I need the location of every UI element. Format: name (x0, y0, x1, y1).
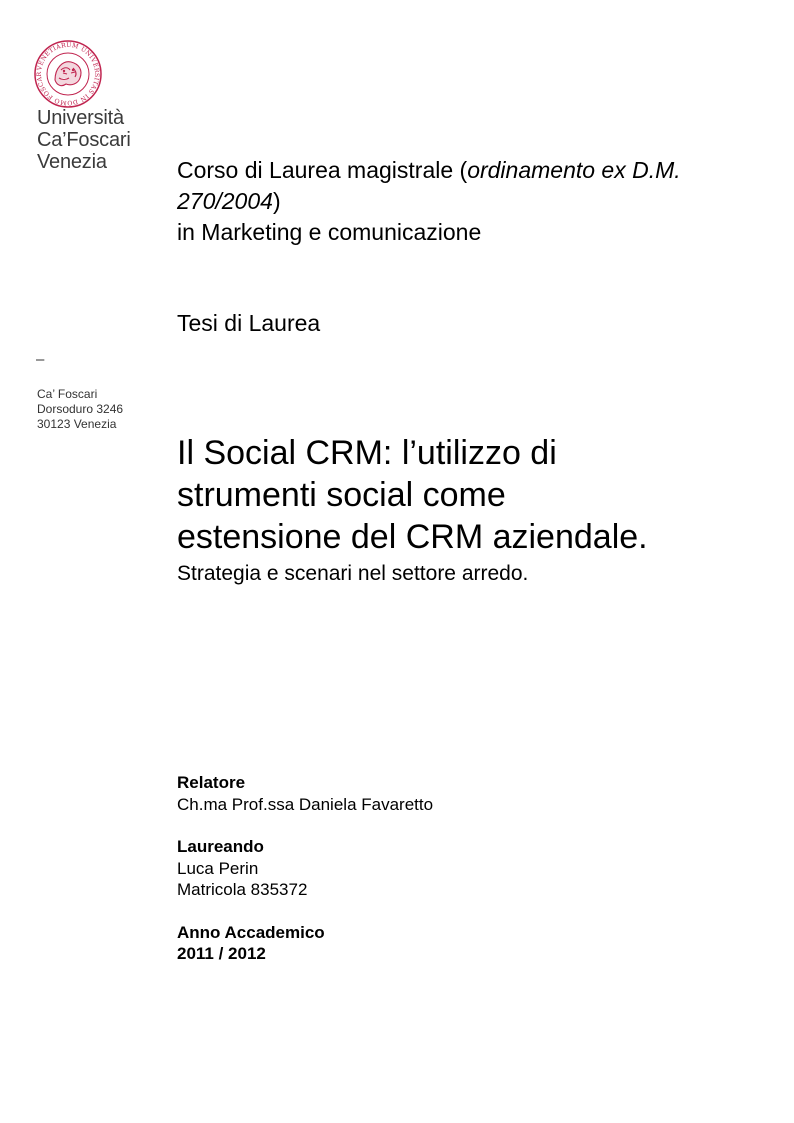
thesis-subtitle: Strategia e scenari nel settore arredo. (177, 562, 529, 585)
thesis-info (177, 772, 677, 986)
course-program: in Marketing e comunicazione (177, 219, 482, 245)
course-prefix: Corso di Laurea magistrale ( (177, 157, 468, 183)
address-line: Dorsoduro 3246 (37, 402, 124, 416)
thesis-title (177, 432, 777, 558)
thesis-title-line: estensione del CRM aziendale. (177, 518, 648, 556)
university-seal-logo (33, 40, 103, 108)
university-name-line: Università (37, 107, 124, 129)
laureando-block (177, 836, 677, 901)
thesis-title-line: Il Social CRM: l’utilizzo di (177, 434, 557, 472)
anno-value: 2011 / 2012 (177, 944, 266, 963)
anno-block (177, 922, 677, 965)
separator-dash: – (36, 351, 45, 368)
lion-icon (55, 62, 81, 86)
course-heading (177, 155, 757, 248)
course-ordinamento: ordinamento ex D.M. 270/2004 (177, 157, 681, 214)
university-address (37, 387, 167, 432)
address-line: 30123 Venezia (37, 417, 117, 431)
university-name (37, 107, 167, 173)
laureando-name: Luca Perin (177, 858, 259, 878)
laureando-matricola: Matricola 835372 (177, 880, 308, 899)
thesis-type-label: Tesi di Laurea (177, 310, 321, 336)
relatore-name: Ch.ma Prof.ssa Daniela Favaretto (177, 794, 434, 814)
thesis-title-line: strumenti social come (177, 476, 506, 514)
university-name-line: Ca’Foscari (37, 129, 131, 151)
relatore-block (177, 772, 677, 815)
relatore-label: Relatore (177, 773, 246, 792)
course-suffix: ) (272, 188, 281, 214)
university-name-line: Venezia (37, 151, 107, 173)
laureando-label: Laureando (177, 837, 264, 856)
address-line: Ca’ Foscari (37, 387, 98, 401)
seal-text: VENETIARUM UNIVERSITAS IN DOMO FOSCAR (35, 41, 101, 107)
anno-label: Anno Accademico (177, 922, 325, 942)
